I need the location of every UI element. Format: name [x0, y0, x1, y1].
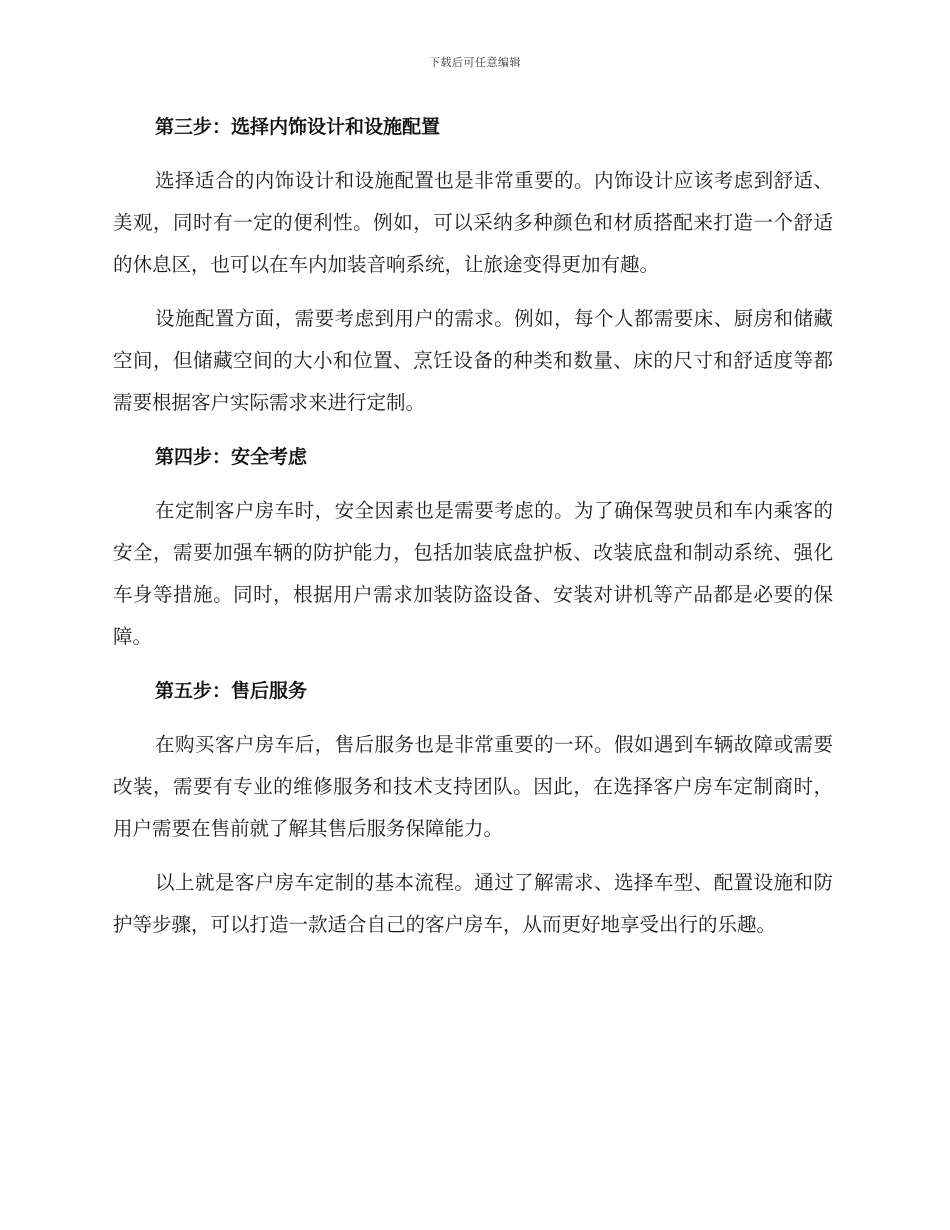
step3-paragraph-1: 选择适合的内饰设计和设施配置也是非常重要的。内饰设计应该考虑到舒适、美观，同时有一定的便利性。例如，可以采纳多种颜色和材质搭配来打造一个舒适的休息区，也可以在车内加装音响系统，让旅途变得更加有趣。 [113, 169, 833, 276]
step4-paragraph-1: 在定制客户房车时，安全因素也是需要考虑的。为了确保驾驶员和车内乘客的安全，需要加强车辆的防护能力，包括加装底盘护板、改装底盘和制动系统、强化车身等措施。同时，根据用户需求加装防盗设备、安装对讲机等产品都是必要的保障。 [113, 499, 833, 648]
step5-paragraph-2: 以上就是客户房车定制的基本流程。通过了解需求、选择车型、配置设施和防护等步骤，可以打造一款适合自己的客户房车，从而更好地享受出行的乐趣。 [113, 871, 833, 936]
header-note: 下载后可任意编辑 [429, 56, 521, 69]
step4-heading: 第四步：安全考虑 [155, 446, 308, 468]
step5-heading: 第五步：售后服务 [155, 680, 308, 702]
step5-paragraph-1: 在购买客户房车后，售后服务也是非常重要的一环。假如遇到车辆故障或需要改装，需要有专业的维修服务和技术支持团队。因此，在选择客户房车定制商时，用户需要在售前就了解其售后服务保障能力。 [113, 733, 833, 840]
step3-paragraph-2: 设施配置方面，需要考虑到用户的需求。例如，每个人都需要床、厨房和储藏空间，但储藏空间的大小和位置、烹饪设备的种类和数量、床的尺寸和舒适度等都需要根据客户实际需求来进行定制。 [113, 307, 833, 414]
document-body [113, 106, 833, 958]
step3-heading: 第三步：选择内饰设计和设施配置 [155, 116, 441, 138]
